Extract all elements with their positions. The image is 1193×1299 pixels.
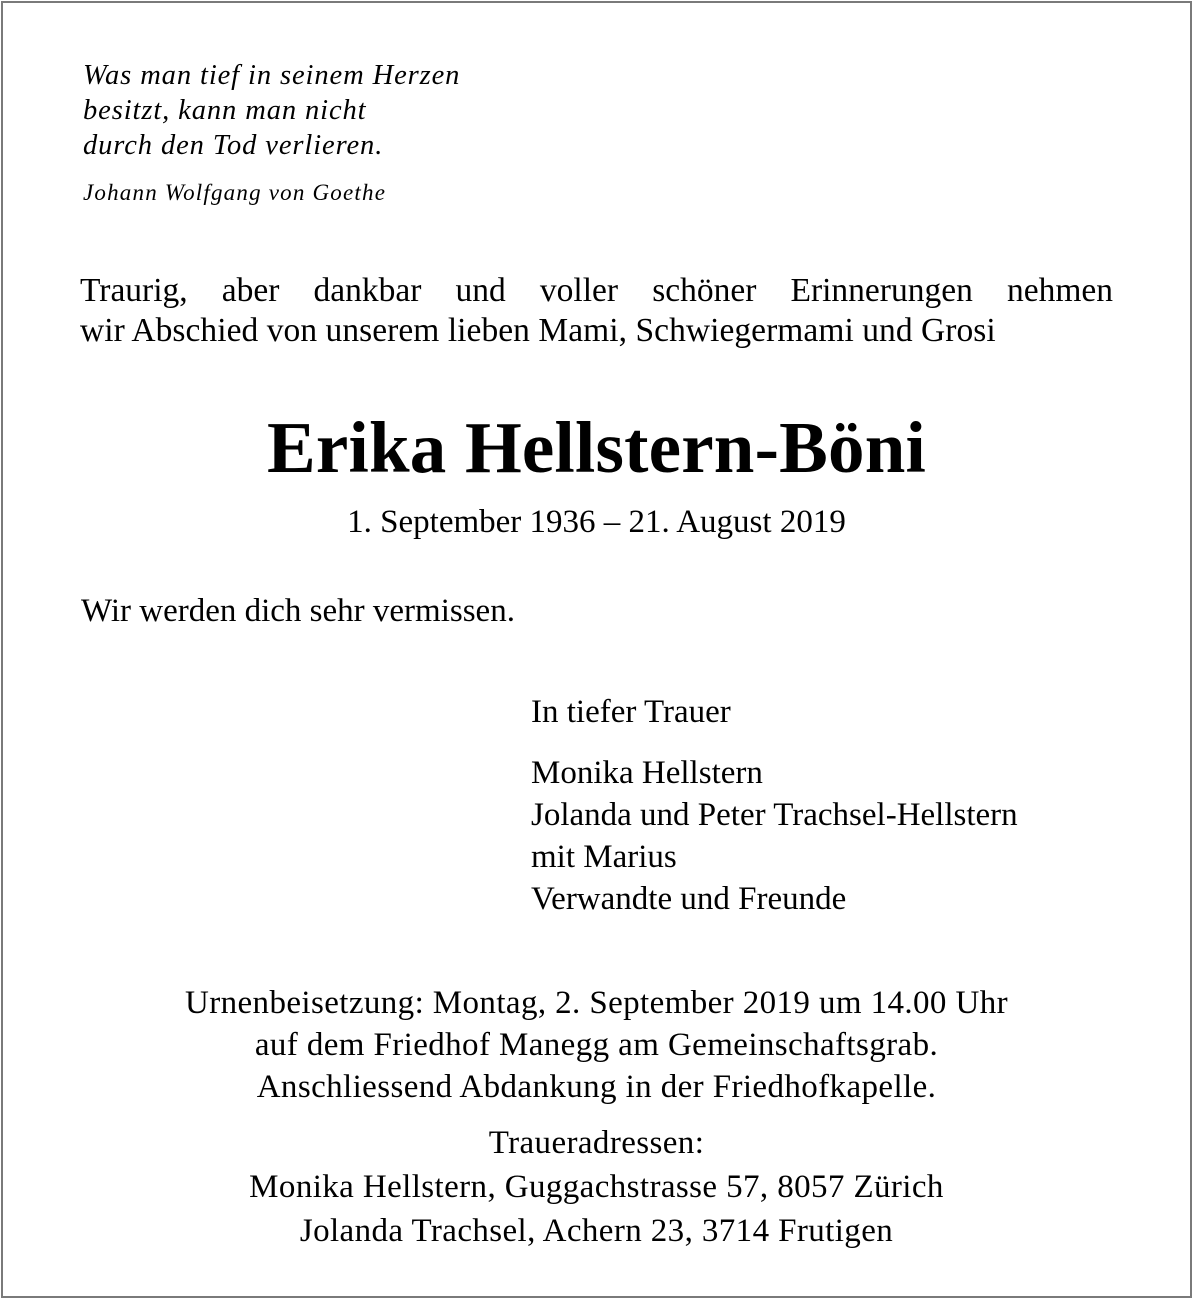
condolence-addresses — [0, 1121, 1193, 1253]
mourner-name: Monika Hellstern — [531, 755, 763, 791]
quote-author: Johann Wolfgang von Goethe — [83, 180, 387, 205]
address-line: Monika Hellstern, Guggachstrasse 57, 8057 Zürich — [249, 1169, 944, 1205]
service-line: Anschliessend Abdankung in der Friedhofkapelle. — [256, 1069, 937, 1105]
mourner-name: Jolanda und Peter Trachsel-Hellstern — [531, 797, 1018, 833]
addresses-heading: Traueradressen: — [488, 1125, 705, 1161]
farewell-text: Wir werden dich sehr vermissen. — [81, 593, 515, 629]
life-dates: 1. September 1936 – 21. August 2019 — [347, 504, 846, 540]
service-info — [0, 982, 1193, 1108]
quote — [83, 58, 460, 163]
intro-line: Traurig, aber dankbar und voller schöner Erinnerungen nehmen — [80, 272, 1113, 309]
service-line: auf dem Friedhof Manegg am Gemeinschaftsgrab. — [254, 1027, 939, 1063]
address-line: Jolanda Trachsel, Achern 23, 3714 Frutigen — [299, 1213, 894, 1249]
service-line: Urnenbeisetzung: Montag, 2. September 2019 um 14.00 Uhr — [184, 985, 1009, 1021]
intro-text — [80, 271, 1113, 351]
mourner-name: mit Marius — [531, 839, 677, 875]
mourners-list — [531, 752, 1018, 920]
quote-line: besitzt, kann man nicht — [83, 95, 367, 126]
mourner-name: Verwandte und Freunde — [531, 881, 847, 917]
mourning-heading: In tiefer Trauer — [531, 694, 731, 730]
quote-line: Was man tief in seinem Herzen — [83, 60, 461, 91]
quote-line: durch den Tod verlieren. — [83, 130, 384, 161]
intro-line: wir Abschied von unserem lieben Mami, Schwiegermami und Grosi — [80, 312, 996, 349]
deceased-name: Erika Hellstern-Böni — [267, 407, 926, 488]
